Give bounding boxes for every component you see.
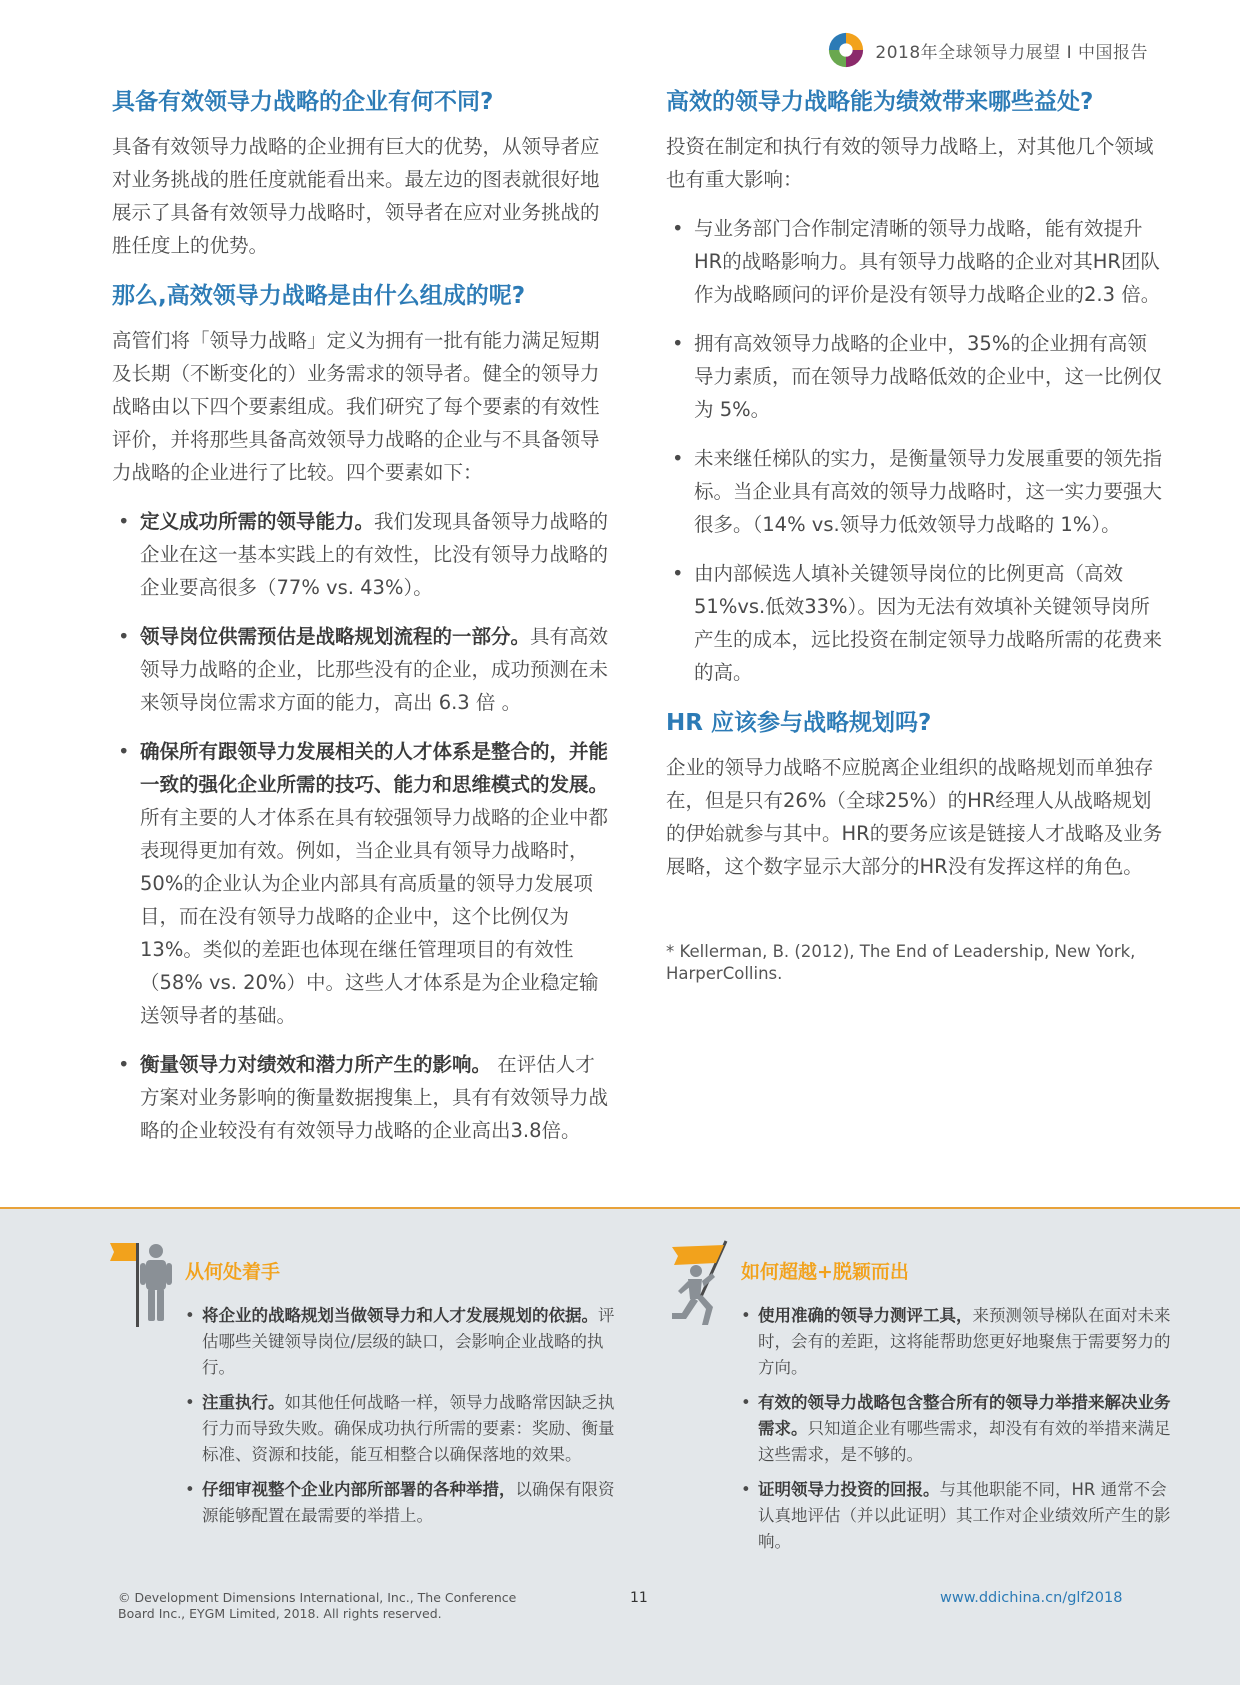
list-item-text: 具有高效领导力战略的企业，比那些没有的企业，成功预测在未来领导岗位需求方面的能力，高出 6.3 倍 。 — [140, 625, 609, 714]
paragraph-investment: 投资在制定和执行有效的领导力战略上，对其他几个领域也有重大影响： — [666, 135, 1154, 191]
list-item-text: 所有主要的人才体系在具有较强领导力战略的企业中都表现得更加有效。例如，当企业具有领导力战略时，50%的企业认为企业内部具有高质量的领导力发展项目，而在没有领导力战略的企业中，这个比例仅为13%。类似的差距也体现在继任管理项目的有效性（58% vs. 20%）中。这些人才体系是为企业稳定输送领导者的基础。 — [140, 806, 609, 1027]
running-flag-figure-icon — [666, 1239, 736, 1329]
list-item-lead: 定义成功所需的领导能力。 — [140, 510, 375, 533]
list-item-lead: 领导岗位供需预估是战略规划流程的一部分。 — [140, 625, 531, 648]
list-item — [112, 735, 610, 1032]
list-item-lead: 注重执行。 — [202, 1393, 285, 1412]
paragraph-advantage: 具备有效领导力战略的企业拥有巨大的优势，从领导者应对业务挑战的胜任度就能看出来。最左边的图表就很好地展示了具备有效领导力战略时，领导者在应对业务挑战的胜任度上的优势。 — [112, 135, 600, 257]
standing-flag-figure-icon — [110, 1239, 180, 1329]
section-heading-components: 那么,高效领导力战略是由什么组成的呢? — [112, 283, 526, 309]
right-column — [666, 84, 1166, 985]
panel-title: 从何处着手 — [185, 1261, 281, 1283]
report-title: 2018年全球领导力展望 I 中国报告 — [875, 42, 1148, 63]
list-item-lead: 仔细审视整个企业内部所部署的各种举措， — [202, 1480, 516, 1499]
list-item: • 未来继任梯队的实力，是衡量领导力发展重要的领先指标。当企业具有高效的领导力战略时，这一实力要强大很多。（14% vs.领导力低效领导力战略的 1%）。 — [666, 442, 1166, 541]
footnote: * Kellerman, B. (2012), The End of Leadership, New York, HarperCollins. — [666, 942, 1136, 983]
list-item — [112, 505, 610, 604]
list-item-text: 在评估人才方案对业务影响的衡量数据搜集上，具有有效领导力战略的企业较没有有效领导力战略的企业高出3.8倍。 — [140, 1053, 609, 1142]
page-header — [827, 30, 1148, 70]
list-item-text: 以确保有限资源能够配置在最需要的举措上。 — [202, 1480, 615, 1525]
panel-list — [738, 1303, 1178, 1564]
copyright: © Development Dimensions International, Inc., The Conference Board Inc., EYGM Limited, 2018. All rights reserved. — [118, 1590, 517, 1621]
report-logo-icon — [827, 31, 865, 69]
list-item-lead: 使用准确的领导力测评工具， — [758, 1306, 973, 1325]
benefits-list — [666, 212, 1166, 689]
list-item — [738, 1390, 1178, 1468]
list-item-lead: 确保所有跟领导力发展相关的人才体系是整合的，并能一致的强化企业所需的技巧、能力和思维模式的发展。 — [140, 740, 609, 796]
list-item-text: 与其他职能不同，HR 通常不会认真地评估（并以此证明）其工作对企业绩效所产生的影响。 — [758, 1480, 1171, 1551]
list-item: • 与业务部门合作制定清晰的领导力战略，能有效提升HR的战略影响力。具有领导力战略的企业对其HR团队作为战略顾问的评价是没有领导力战略企业的2.3 倍。 — [666, 212, 1166, 311]
list-item — [112, 620, 610, 719]
list-item-text: 我们发现具备领导力战略的企业在这一基本实践上的有效性，比没有领导力战略的企业要高很多（77% vs. 43%）。 — [140, 510, 609, 599]
list-item — [182, 1390, 622, 1468]
list-item — [738, 1303, 1178, 1381]
panel-title: 如何超越+脱颖而出 — [741, 1261, 909, 1283]
paragraph-definition: 高管们将「领导力战略」定义为拥有一批有能力满足短期及长期（不断变化的）业务需求的领导者。健全的领导力战略由以下四个要素组成。我们研究了每个要素的有效性评价，并将那些具备高效领导力战略的企业与不具备领导力战略的企业进行了比较。四个要素如下： — [112, 329, 600, 484]
section-heading-benefits: 高效的领导力战略能为绩效带来哪些益处? — [666, 89, 1094, 115]
list-item-text: 来预测领导梯队在面对未来时，会有的差距，这将能帮助您更好地聚焦于需要努力的方向。 — [758, 1306, 1171, 1377]
list-item-text: 评估哪些关键领导岗位/层级的缺口，会影响企业战略的执行。 — [202, 1306, 615, 1377]
list-item: • 由内部候选人填补关键领导岗位的比例更高（高效51%vs.低效33%）。因为无法有效填补关键领导岗所产生的成本，远比投资在制定领导力战略所需的花费来的高。 — [666, 557, 1166, 689]
website-link[interactable]: www.ddichina.cn/glf2018 — [940, 1590, 1123, 1606]
list-item-text: 只知道企业有哪些需求，却没有有效的举措来满足这些需求，是不够的。 — [758, 1419, 1171, 1464]
elements-list — [112, 505, 610, 1147]
list-item-lead: 衡量领导力对绩效和潜力所产生的影响。 — [140, 1053, 492, 1076]
page-number: 11 — [630, 1590, 648, 1606]
paragraph-hr-role: 企业的领导力战略不应脱离企业组织的战略规划而单独存在，但是只有26%（全球25%）的HR经理人从战略规划的伊始就参与其中。HR的要务应该是链接人才战略及业务展略，这个数字显示大部分的HR没有发挥这样的角色。 — [666, 756, 1163, 878]
section-heading-differences: 具备有效领导力战略的企业有何不同? — [112, 89, 494, 115]
list-item-lead: 证明领导力投资的回报。 — [758, 1480, 940, 1499]
list-item — [182, 1477, 622, 1529]
list-item — [738, 1477, 1178, 1555]
list-item-lead: 有效的领导力战略包含整合所有的领导力举措来解决业务需求。 — [758, 1393, 1171, 1438]
list-item: • 拥有高效领导力战略的企业中，35%的企业拥有高领导力素质，而在领导力战略低效的企业中，这一比例仅为 5%。 — [666, 327, 1166, 426]
list-item — [112, 1048, 610, 1147]
list-item — [182, 1303, 622, 1381]
section-heading-hr: HR 应该参与战略规划吗? — [666, 710, 932, 736]
panel-list — [182, 1303, 622, 1538]
list-item-lead: 将企业的战略规划当做领导力和人才发展规划的依据。 — [202, 1306, 598, 1325]
list-item-text: 如其他任何战略一样，领导力战略常因缺乏执行力而导致失败。确保成功执行所需的要素：奖励、衡量标准、资源和技能，能互相整合以确保落地的效果。 — [202, 1393, 615, 1464]
left-column — [112, 84, 610, 1163]
